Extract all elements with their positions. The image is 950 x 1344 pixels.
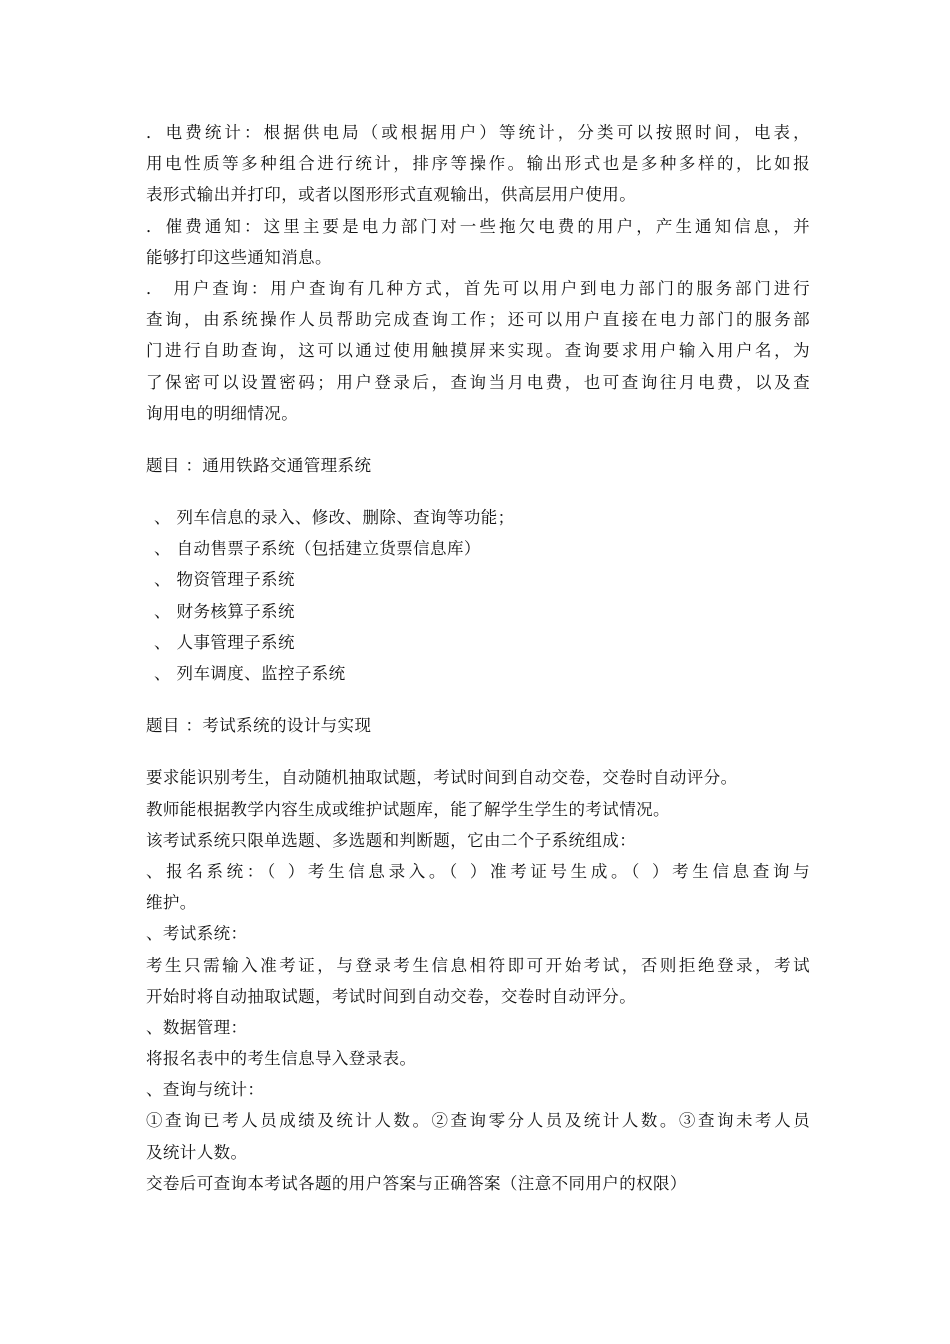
paragraph-line: 及统计人数。 [146,1142,248,1162]
paragraph-line: 开始时将自动抽取试题，考试时间到自动交卷，交卷时自动评分。 [146,986,637,1006]
list-item: 、 财务核算子系统 [154,601,295,621]
paragraph-line: 要求能识别考生，自动随机抽取试题，考试时间到自动交卷，交卷时自动评分。 [146,768,738,788]
paragraph-line: 考生只需输入准考证，与登录考生信息相符即可开始考试，否则拒绝登录，考试 [146,955,810,975]
paragraph-line: 将报名表中的考生信息导入登录表。 [146,1049,417,1069]
paragraph-line: 了保密可以设置密码；用户登录后，查询当月电费，也可查询往月电费，以及查 [146,372,810,392]
paragraph-line: ． 用户查询：用户查询有几种方式，首先可以用户到电力部门的服务部门进行 [146,278,810,298]
paragraph-line: ①查询已考人员成绩及统计人数。②查询零分人员及统计人数。③查询未考人员 [146,1111,810,1131]
paragraph-line: 维护。 [146,893,197,913]
paragraph-line: 教师能根据教学内容生成或维护试题库，能了解学生学生的考试情况。 [146,799,670,819]
list-item: 、 列车调度、监控子系统 [154,664,346,683]
subsection-heading: 、查询与统计： [146,1080,265,1100]
list-item: 、 物资管理子系统 [154,570,295,590]
section-exam-system [146,710,810,1199]
list-item: 、 人事管理子系统 [154,632,295,652]
list-item: 、 列车信息的录入、修改、删除、查询等功能； [154,508,515,528]
paragraph-line: 能够打印这些通知消息。 [146,247,332,267]
paragraph-line: 表形式输出并打印，或者以图形形式直观输出，供高层用户使用。 [146,185,637,205]
paragraph-line: 交卷后可查询本考试各题的用户答案与正确答案（注意不同用户的权限） [146,1173,687,1193]
paragraph-line: 该考试系统只限单选题、多选题和判断题，它由二个子系统组成： [146,830,637,850]
list-item: 、 自动售票子系统（包括建立货票信息库） [154,539,481,559]
subsection-heading: 、数据管理： [146,1017,248,1037]
paragraph-line: ．催费通知：这里主要是电力部门对一些拖欠电费的用户，产生通知信息，并 [146,216,810,236]
paragraph-line: 查询，由系统操作人员帮助完成查询工作；还可以用户直接在电力部门的服务部 [146,310,810,330]
section-railway-system [146,450,810,689]
topic-title: 题目 ：考试系统的设计与实现 [146,716,372,736]
paragraph-line: 用电性质等多种组合进行统计，排序等操作。输出形式也是多种多样的，比如报 [146,154,810,174]
topic-title: 题目 ：通用铁路交通管理系统 [146,455,372,475]
paragraph-line: 询用电的明细情况。 [146,403,299,423]
document-page [146,117,810,1199]
paragraph-line: ．电费统计：根据供电局（或根据用户）等统计，分类可以按照时间，电表， [146,123,810,142]
subsection-heading: 、考试系统： [146,924,248,944]
section-electricity-billing [146,117,810,429]
paragraph-line: 、报名系统：（ ）考生信息录入。（ ）准考证号生成。（ ）考生信息查询与 [146,861,810,881]
paragraph-line: 门进行自助查询，这可以通过使用触摸屏来实现。查询要求用户输入用户名，为 [146,341,810,361]
